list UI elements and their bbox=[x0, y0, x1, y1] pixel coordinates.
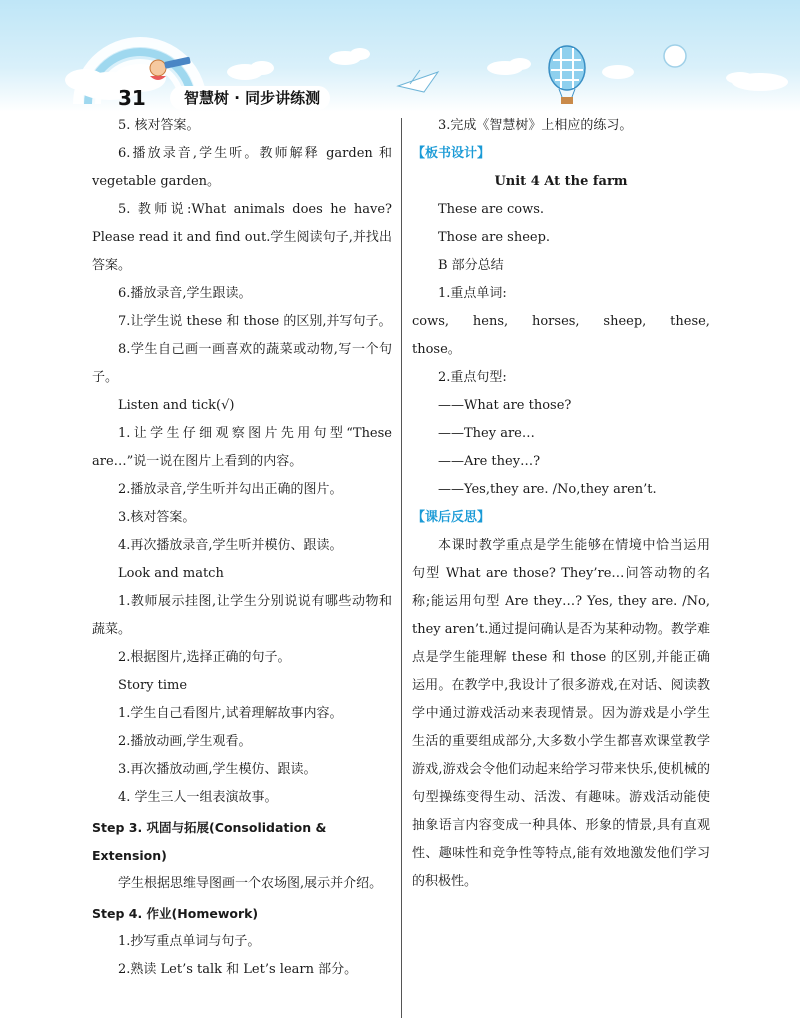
step-item: 6.播放录音,学生听。教师解释 garden 和 vegetable garden。 bbox=[92, 146, 392, 189]
step3-heading: Step 3. 巩固与拓展(Consolidation & Extension) bbox=[92, 820, 327, 863]
step-item: 2.播放录音,学生听并勾出正确的图片。 bbox=[118, 482, 343, 497]
step-item: 5. 核对答案。 bbox=[118, 118, 200, 133]
pattern-heading: 2.重点句型: bbox=[438, 370, 507, 385]
board-line: These are cows. bbox=[438, 202, 545, 217]
key-word-tail: those。 bbox=[412, 342, 461, 357]
key-word: sheep, bbox=[603, 314, 647, 329]
series-title: 智慧树 · 同步讲练测 bbox=[170, 86, 330, 110]
pattern-line: ——They are… bbox=[438, 426, 535, 441]
homework-item: 1.抄写重点单词与句子。 bbox=[118, 934, 261, 949]
step-item: 4. 学生三人一组表演故事。 bbox=[118, 790, 278, 805]
step4-heading: Step 4. 作业(Homework) bbox=[92, 906, 259, 921]
board-title: Unit 4 At the farm bbox=[494, 174, 628, 189]
activity-heading: Listen and tick(√) bbox=[118, 398, 235, 413]
step-item: 7.让学生说 these 和 those 的区别,并写句子。 bbox=[118, 314, 392, 329]
key-words-line bbox=[412, 308, 710, 336]
sun-icon bbox=[664, 45, 686, 67]
activity-heading: Story time bbox=[118, 678, 188, 693]
column-divider bbox=[401, 118, 402, 1018]
hot-air-balloon-icon bbox=[549, 46, 585, 104]
reflection-text: 本课时教学重点是学生能够在情境中恰当运用句型 What are those? They’re…问答动物的名称;能运用句型 Are they…? Yes, they are. /No, they aren’t.通过提问确认是否为某种动物。教学难点是学生能理解 these 和 those 的区别,并能正确运用。在教学中,我设计了很多游戏,在对话、阅读教学中通过游戏活动来表现情景。因为游戏是小学生生活的重要组成部分,大多数小学生都喜欢课堂教学游戏,游戏会令他们动起来给学习带来快乐,使机械的句型操练变得生动、活泼、有趣味。游戏活动能使抽象语言内容变成一种具体、形象的情景,具有直观性、趣味性和竞争性等特点,能有效地激发他们学习的积极性。 bbox=[412, 538, 710, 889]
activity-heading: Look and match bbox=[118, 566, 224, 581]
step-item: 1.教师展示挂图,让学生分别说说有哪些动物和蔬菜。 bbox=[92, 594, 392, 637]
step3-text: 学生根据思维导图画一个农场图,展示并介绍。 bbox=[118, 876, 383, 891]
homework-item: 2.熟读 Let’s talk 和 Let’s learn 部分。 bbox=[118, 962, 358, 977]
key-word: these, bbox=[670, 314, 710, 329]
header-banner bbox=[0, 0, 800, 112]
step-item: 2.根据图片,选择正确的句子。 bbox=[118, 650, 291, 665]
pattern-line: ——What are those? bbox=[438, 398, 572, 413]
step-item: 1.学生自己看图片,试着理解故事内容。 bbox=[118, 706, 343, 721]
pattern-line: ——Yes,they are. /No,they aren’t. bbox=[438, 482, 657, 497]
step-item: 5. 教师说:What animals does he have? Please read it and find out.学生阅读句子,并找出答案。 bbox=[92, 202, 392, 273]
step-item: 4.再次播放录音,学生听并模仿、跟读。 bbox=[118, 538, 343, 553]
left-column bbox=[92, 112, 392, 984]
paper-plane-icon bbox=[398, 70, 438, 92]
reflection-tag: 【课后反思】 bbox=[412, 510, 491, 525]
step-item: 3.再次播放动画,学生模仿、跟读。 bbox=[118, 762, 317, 777]
board-line: Those are sheep. bbox=[438, 230, 551, 245]
key-word: horses, bbox=[531, 314, 580, 329]
board-design-tag: 【板书设计】 bbox=[412, 146, 491, 161]
pattern-line: ——Are they…? bbox=[438, 454, 541, 469]
page-number: 31 bbox=[118, 86, 146, 110]
step-item: 8.学生自己画一画喜欢的蔬菜或动物,写一个句子。 bbox=[92, 342, 392, 385]
right-column bbox=[412, 112, 710, 896]
key-word: cows, bbox=[412, 314, 450, 329]
step-item: 3.完成《智慧树》上相应的练习。 bbox=[438, 118, 633, 133]
key-word: hens, bbox=[472, 314, 509, 329]
step-item: 3.核对答案。 bbox=[118, 510, 196, 525]
board-line: 1.重点单词: bbox=[438, 286, 507, 301]
step-item: 2.播放动画,学生观看。 bbox=[118, 734, 252, 749]
step-item: 6.播放录音,学生跟读。 bbox=[118, 286, 252, 301]
board-line: B 部分总结 bbox=[438, 258, 504, 273]
step-item: 1.让学生仔细观察图片先用句型“These are…”说一说在图片上看到的内容。 bbox=[92, 426, 392, 469]
